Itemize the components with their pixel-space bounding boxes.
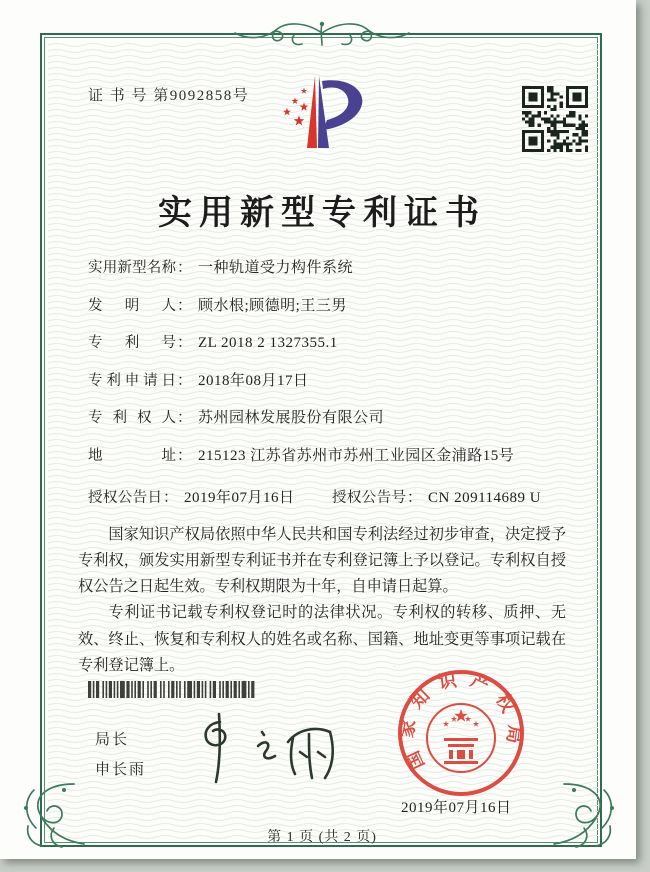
grant-row (88, 486, 588, 507)
field-label: 专利权人 (88, 410, 176, 427)
field-row-address (88, 444, 568, 482)
field-label: 实用新型名称 (88, 260, 176, 276)
field-colon: ： (163, 490, 179, 506)
body-paragraph: 国家知识产权局依照中华人民共和国专利法经过初步审查，决定授予专利权，颁发实用新型专利证书并在专利登记簿上予以登记。专利权自授权公告之日起生效。专利权期限为十年，自申请日起算。 (78, 526, 566, 596)
body-paragraph: 专利证书记载专利权登记时的法律状况。专利权的转移、质押、无效、终止、恢复和专利权人的姓名或名称、国籍、地址变更等事项记载在专利登记簿上。 (78, 604, 566, 674)
field-label: 授权公告日 (88, 490, 162, 506)
field-value: 2019年07月16日 (184, 490, 295, 506)
field-label: 发明人 (88, 297, 176, 314)
seal-text: 国家知识产权局 (396, 668, 526, 773)
field-value: 顾水根;顾德明;王三男 (198, 297, 347, 314)
certificate-number: 证 书 号 第9092858号 (88, 88, 250, 104)
page-title: 实用新型专利证书 (158, 195, 486, 232)
director-name: 申长雨 (95, 762, 147, 778)
grant-number (332, 486, 541, 507)
seal-date: 2019年07月16日 (401, 800, 512, 816)
field-colon: ： (177, 297, 193, 314)
cnipa-logo-icon (272, 74, 377, 150)
signature-icon (190, 710, 350, 790)
field-row-filing-date (88, 369, 568, 407)
seal-icon (394, 666, 528, 800)
field-colon: ： (177, 447, 193, 464)
field-colon: ： (407, 490, 423, 506)
field-colon: ： (177, 410, 193, 427)
field-row-inventors (88, 294, 568, 332)
field-value: 2018年08月17日 (198, 372, 309, 389)
legal-text (78, 522, 566, 679)
field-label: 专利申请日 (88, 372, 176, 389)
field-list (88, 256, 568, 482)
barcode-icon (88, 681, 256, 698)
grant-date (88, 490, 295, 506)
page-number: 第 1 页 (共 2 页) (267, 830, 377, 845)
field-label: 地址 (88, 447, 176, 464)
field-value: ZL 2018 2 1327355.1 (198, 335, 338, 352)
field-value: 苏州园林发展股份有限公司 (198, 410, 385, 427)
field-row-patentee (88, 406, 568, 444)
field-value: 一种轨道受力构件系统 (198, 260, 354, 276)
flourish-top-icon (232, 19, 412, 49)
field-colon: ： (177, 372, 193, 389)
field-row-name (88, 256, 568, 294)
qr-code-icon (522, 86, 588, 152)
field-label: 专利号 (88, 335, 176, 352)
field-row-patent-no (88, 331, 568, 369)
director-title: 局长 (95, 732, 130, 748)
field-colon: ： (177, 260, 193, 276)
field-label: 授权公告号 (332, 490, 406, 506)
field-value: 215123 江苏省苏州市苏州工业园区金浦路15号 (198, 447, 515, 464)
field-value: CN 209114689 U (428, 490, 542, 506)
field-colon: ： (177, 335, 193, 352)
